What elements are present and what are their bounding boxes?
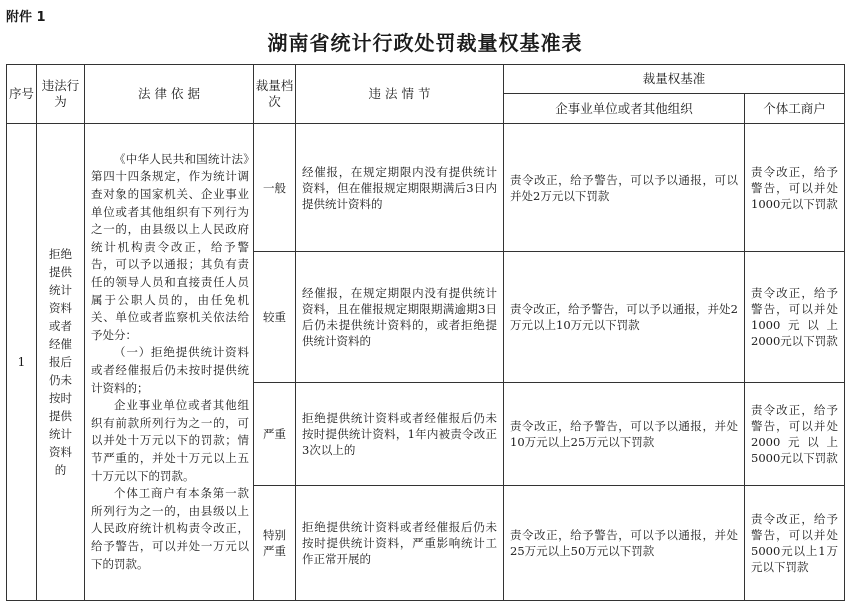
individual-penalty-cell: 责令改正，给予警告，可以并处2000元以上5000元以下罚款: [745, 383, 845, 486]
header-individual: 个体工商户: [745, 94, 845, 124]
header-level: 裁量档次: [254, 65, 296, 124]
enterprise-penalty-cell: 责令改正，给予警告，可以予以通报，可以并处2万元以下罚款: [504, 124, 745, 252]
circumstance-cell: 拒绝提供统计资料或者经催报后仍未按时提供统计资料，1年内被责令改正3次以上的: [296, 383, 504, 486]
penalty-benchmark-table: [6, 64, 845, 601]
header-act: 违法行为: [37, 65, 85, 124]
legal-basis: [85, 124, 254, 601]
individual-penalty-cell: 责令改正，给予警告，可以并处5000元以上1万元以下罚款: [745, 486, 845, 601]
header-no: 序号: [7, 65, 37, 124]
individual-penalty-cell: 责令改正，给予警告，可以并处1000元以下罚款: [745, 124, 845, 252]
page-title: 湖南省统计行政处罚裁量权基准表: [267, 31, 583, 55]
law-paragraph: 《中华人民共和国统计法》第四十四条规定，作为统计调查对象的国家机关、企业事业单位或者其他组织有下列行为之一的，由县级以上人民政府统计机构责令改正，给予警告，可以予以通报；其负有责任的领导人员和直接责任人员属于公职人员的，由任免机关、单位或者监察机关依法给予处分：: [91, 151, 249, 342]
level-cell: 严重: [254, 383, 296, 486]
enterprise-penalty-cell: 责令改正，给予警告，可以予以通报，并处10万元以上25万元以下罚款: [504, 383, 745, 486]
header-circumstance: 违 法 情 节: [296, 65, 504, 124]
header-enterprise: 企事业单位或者其他组织: [504, 94, 745, 124]
row-number: 1: [7, 124, 37, 601]
circumstance-cell: 经催报，在规定期限内没有提供统计资料，但在催报规定期限期满后3日内提供统计资料的: [296, 124, 504, 252]
circumstance-cell: 拒绝提供统计资料或者经催报后仍未按时提供统计资料，严重影响统计工作正常开展的: [296, 486, 504, 601]
individual-penalty-cell: 责令改正，给予警告，可以并处1000元以上2000元以下罚款: [745, 252, 845, 383]
violation-act: 拒绝提供统计资料或者经催报后仍未按时提供统计资料的: [37, 124, 85, 601]
law-paragraph: （一）拒绝提供统计资料或者经催报后仍未按时提供统计资料的；: [91, 345, 249, 395]
level-cell: 特别严重: [254, 486, 296, 601]
enterprise-penalty-cell: 责令改正，给予警告，可以予以通报，并处2万元以上10万元以下罚款: [504, 252, 745, 383]
enterprise-penalty-cell: 责令改正，给予警告，可以予以通报，并处25万元以上50万元以下罚款: [504, 486, 745, 601]
table-row: [7, 124, 845, 252]
attachment-label: 附件 1: [6, 10, 46, 25]
circumstance-cell: 经催报，在规定期限内没有提供统计资料，且在催报规定期限期满逾期3日后仍未提供统计资料的，或者拒绝提供统计资料的: [296, 252, 504, 383]
level-cell: 较重: [254, 252, 296, 383]
header-law: 法 律 依 据: [85, 65, 254, 124]
law-paragraph: 企业事业单位或者其他组织有前款所列行为之一的，可以并处十万元以下的罚款；情节严重的，并处十万元以上五十万元以下的罚款。: [91, 398, 249, 483]
header-benchmark: 裁量权基准: [504, 65, 845, 94]
law-paragraph: 个体工商户有本条第一款所列行为之一的，由县级以上人民政府统计机构责令改正，给予警告，可以并处一万元以下的罚款。: [91, 486, 249, 571]
level-cell: 一般: [254, 124, 296, 252]
